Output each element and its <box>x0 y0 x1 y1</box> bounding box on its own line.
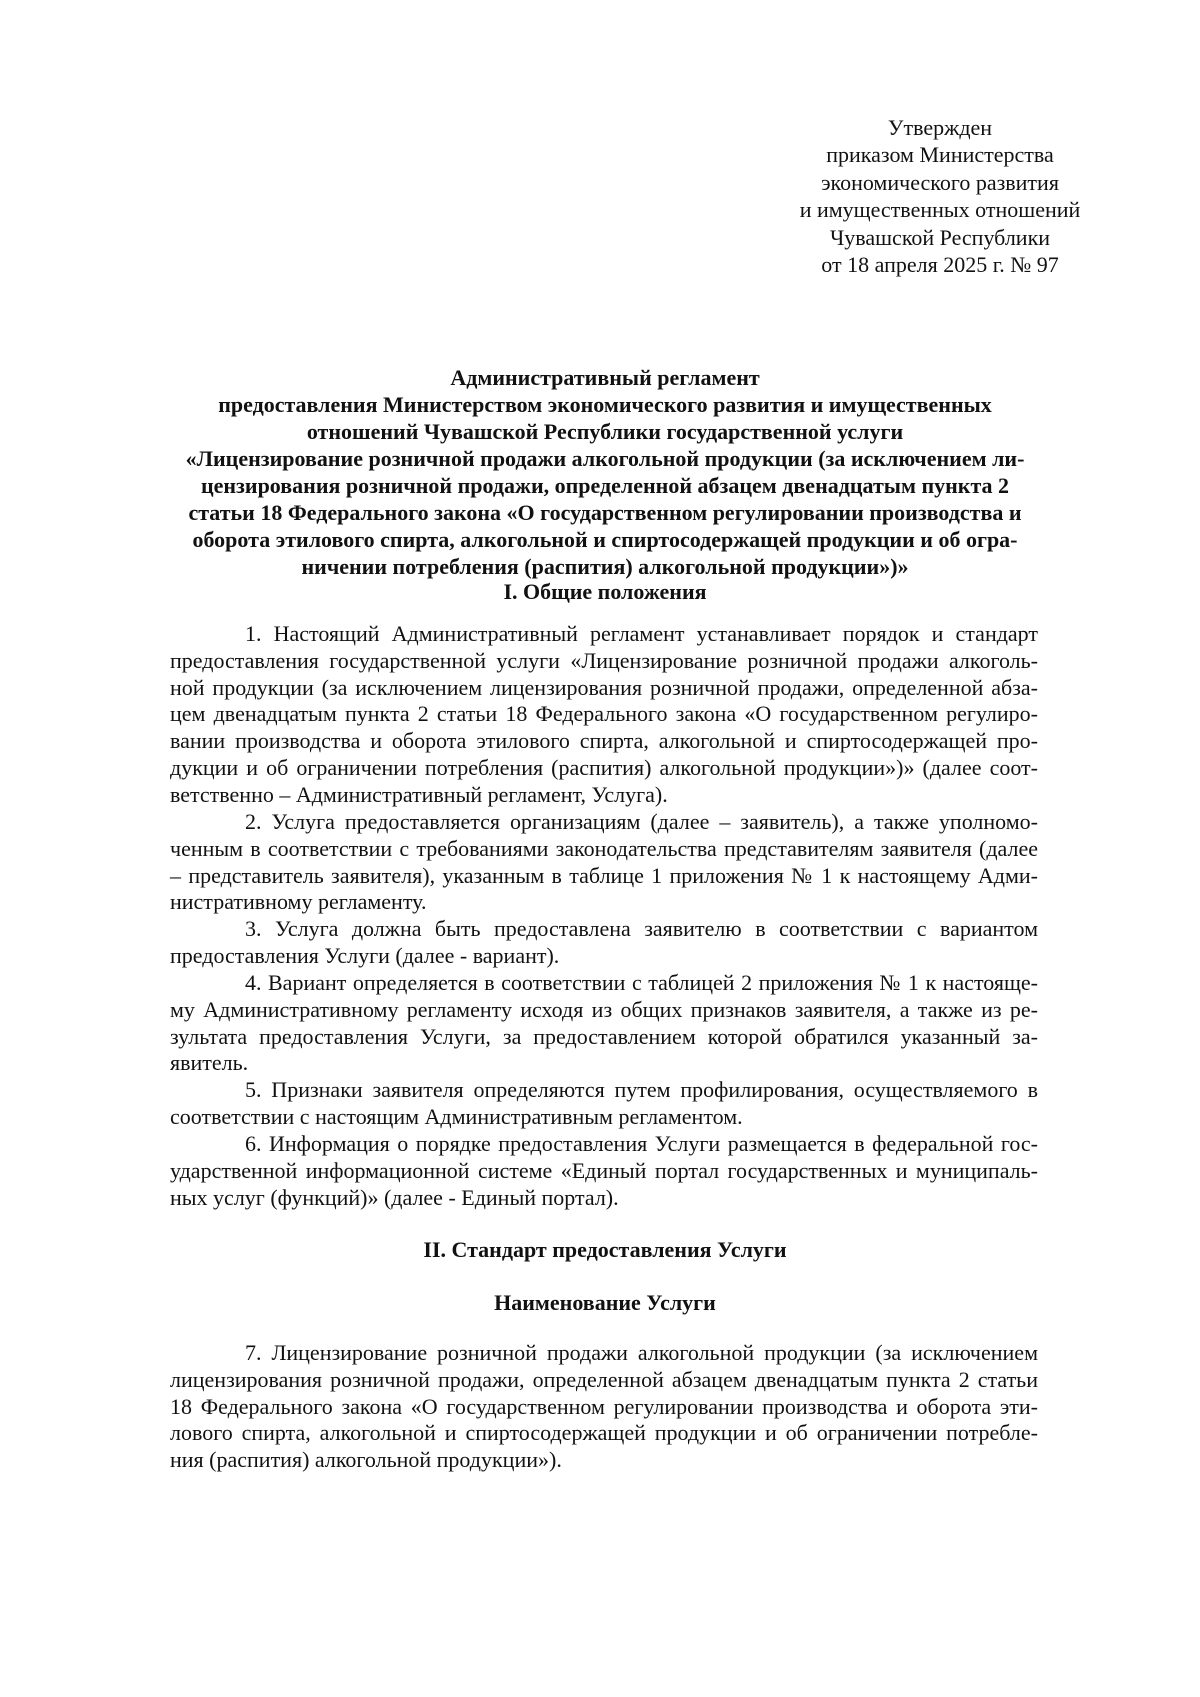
paragraph-6 <box>170 1131 1038 1211</box>
title-line: статьи 18 Федерального закона «О государственном регулировании производства и <box>188 500 1022 525</box>
paragraph-4 <box>170 970 1038 1077</box>
paragraph-line: 18 Федерального закона «О государственном регулировании производства и оборота эти- <box>170 1393 1038 1419</box>
paragraph-line: ченным в соответствии с требованиями законодательства представителям заявителя (далее <box>170 835 1038 861</box>
paragraph-line: 3. Услуга должна быть предоставлена заявителю в соответствии с вариантом <box>245 916 1038 941</box>
approval-line: экономического развития <box>821 169 1059 195</box>
approval-line: и имущественных отношений <box>799 197 1081 223</box>
approval-line: приказом Министерства <box>826 142 1054 168</box>
section-heading-standard: II. Стандарт предоставления Услуги <box>423 1237 787 1262</box>
paragraph-2 <box>170 809 1038 916</box>
paragraph-line: лицензирования розничной продажи, определенной абзацем двенадцатым пункта 2 статьи <box>170 1366 1038 1392</box>
paragraph-line: ветственно – Административный регламент, Услуга). <box>170 781 668 807</box>
paragraph-line: нистративному регламенту. <box>170 889 427 915</box>
paragraph-line: лового спирта, алкогольной и спиртосодержащей продукции и об ограничении потребле- <box>170 1420 1038 1446</box>
paragraph-line: ной продукции (за исключением лицензирования розничной продажи, определенной абза- <box>170 674 1038 700</box>
title-line: ничении потребления (распития) алкогольной продукции»)» <box>301 554 909 579</box>
paragraph-7 <box>170 1340 1038 1474</box>
subheading-service-name: Наименование Услуги <box>494 1290 716 1315</box>
paragraph-line: цем двенадцатым пункта 2 статьи 18 Федерального закона «О государственном регулиро- <box>170 701 1038 727</box>
paragraph-line: вании производства и оборота этилового спирта, алкогольной и спиртосодержащей про- <box>170 728 1038 754</box>
paragraph-3 <box>170 916 1038 970</box>
paragraph-line: 5. Признаки заявителя определяются путем профилирования, осуществляемого в <box>245 1077 1038 1102</box>
paragraph-line: ния (распития) алкогольной продукции»). <box>170 1447 562 1473</box>
approval-line: Утвержден <box>887 115 993 140</box>
paragraph-line: 1. Настоящий Административный регламент устанавливает порядок и стандарт <box>245 621 1038 646</box>
title-line: «Лицензирование розничной продажи алкогольной продукции (за исключением ли- <box>185 446 1025 471</box>
section-heading-general: I. Общие положения <box>503 579 707 604</box>
paragraph-line: соответствии с настоящим Административным регламентом. <box>170 1103 743 1129</box>
approval-line: Чувашской Республики <box>829 224 1051 250</box>
paragraph-line: ных услуг (функций)» (далее - Единый портал). <box>170 1184 619 1210</box>
paragraph-line: 7. Лицензирование розничной продажи алкогольной продукции (за исключением <box>245 1340 1038 1365</box>
paragraph-5 <box>170 1077 1038 1131</box>
title-line: оборота этилового спирта, алкогольной и спиртосодержащей продукции и об огра- <box>192 527 1018 552</box>
paragraph-line: ударственной информационной системе «Единый портал государственных и муниципаль- <box>170 1157 1038 1183</box>
document-title <box>170 364 1040 580</box>
paragraph-line: 6. Информация о порядке предоставления Услуги размещается в федеральной гос- <box>245 1131 1038 1156</box>
paragraph-line: 2. Услуга предоставляется организациям (далее – заявитель), а также уполномо- <box>245 809 1038 834</box>
paragraph-1 <box>170 621 1038 809</box>
title-line: цензирования розничной продажи, определенной абзацем двенадцатым пункта 2 <box>200 473 1010 498</box>
paragraph-line: предоставления государственной услуги «Лицензирование розничной продажи алкоголь- <box>170 647 1038 673</box>
paragraph-line: му Административному регламенту исходя из общих признаков заявителя, а также из ре- <box>170 996 1038 1022</box>
title-line: Административный регламент <box>450 365 760 390</box>
approval-line: от 18 апреля 2025 г. № 97 <box>821 252 1059 278</box>
approval-stamp <box>765 114 1115 278</box>
title-line: предоставления Министерством экономического развития и имущественных <box>218 392 992 417</box>
paragraph-line: – представитель заявителя), указанным в таблице 1 приложения № 1 к настоящему Адми- <box>170 862 1038 888</box>
paragraph-line: предоставления Услуги (далее - вариант). <box>170 942 560 968</box>
paragraph-line: зультата предоставления Услуги, за предоставлением которой обратился указанный за- <box>170 1023 1038 1049</box>
title-line: отношений Чувашской Республики государственной услуги <box>306 419 904 444</box>
paragraph-line: 4. Вариант определяется в соответствии с таблицей 2 приложения № 1 к настояще- <box>245 970 1038 995</box>
paragraph-line: дукции и об ограничении потребления (распития) алкогольной продукции»)» (далее соот- <box>170 754 1038 780</box>
paragraph-line: явитель. <box>170 1050 249 1076</box>
